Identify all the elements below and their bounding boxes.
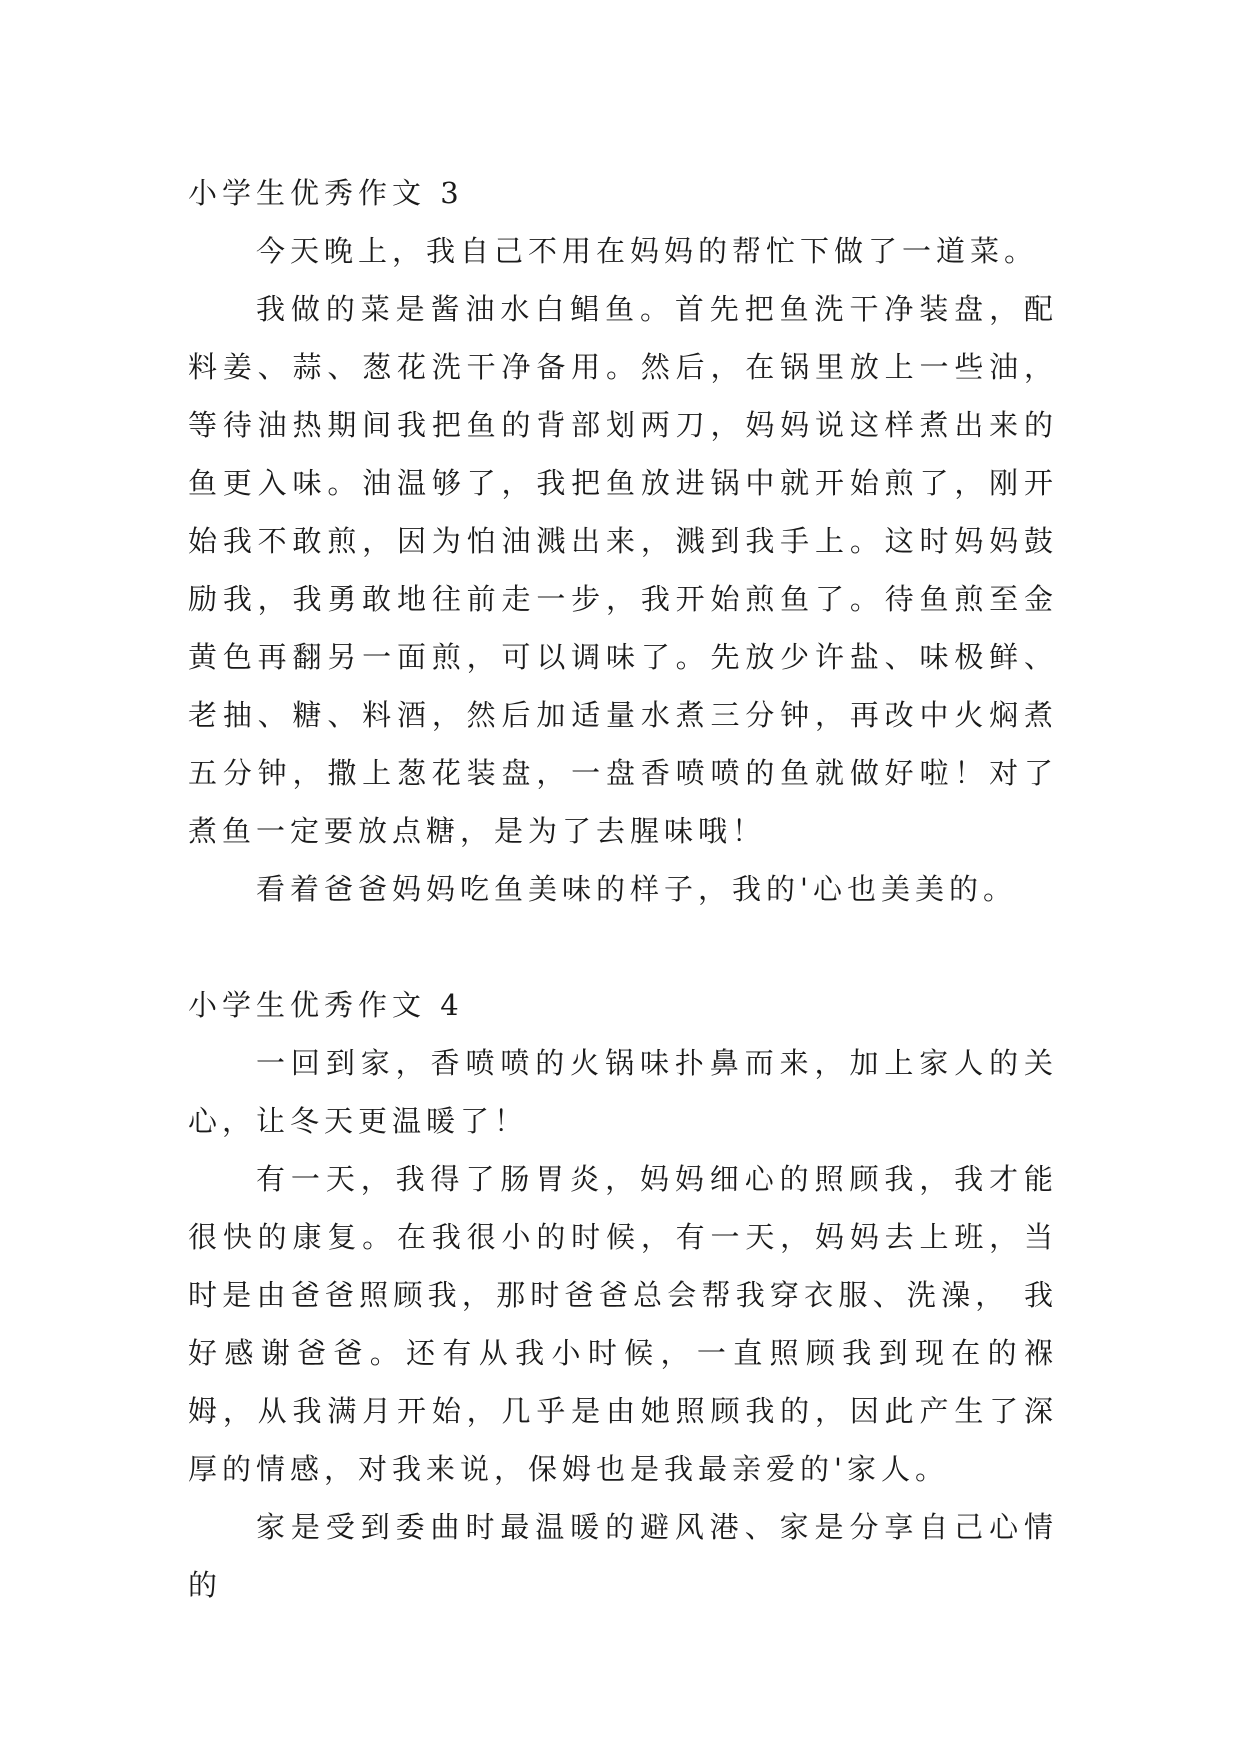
essay-paragraph: 今天晚上，我自己不用在妈妈的帮忙下做了一道菜。 <box>256 234 1039 268</box>
essay-title: 小学生优秀作文 3 <box>188 176 464 210</box>
essay-3 <box>188 164 1058 918</box>
essay-paragraph: 一回到家，香喷喷的火锅味扑鼻而来，加上家人的关心，让冬天更温暖了！ <box>188 1046 1058 1138</box>
essay-4 <box>188 976 1058 1614</box>
essay-paragraph: 有一天，我得了肠胃炎，妈妈细心的照顾我，我才能很快的康复。在我很小的时候，有一天，妈妈去上班，当时是由爸爸照顾我，那时爸爸总会帮我穿衣服、洗澡， 我好感谢爸爸。还有从我小时候，一直照顾我到现在的褓姆，从我满月开始，几乎是由她照顾我的，因此产生了深厚的情感，对我来说，保姆也是我最亲爱的'家人。 <box>188 1162 1058 1486</box>
essay-paragraph: 我做的菜是酱油水白鲳鱼。首先把鱼洗干净装盘，配料姜、蒜、葱花洗干净备用。然后，在锅里放上一些油，等待油热期间我把鱼的背部划两刀，妈妈说这样煮出来的鱼更入味。油温够了，我把鱼放进锅中就开始煎了，刚开始我不敢煎，因为怕油溅出来，溅到我手上。这时妈妈鼓励我，我勇敢地往前走一步，我开始煎鱼了。待鱼煎至金黄色再翻另一面煎，可以调味了。先放少许盐、味极鲜、老抽、糖、料酒，然后加适量水煮三分钟，再改中火焖煮五分钟，撒上葱花装盘，一盘香喷喷的鱼就做好啦！对了煮鱼一定要放点糖，是为了去腥味哦！ <box>188 292 1058 848</box>
essay-title: 小学生优秀作文 4 <box>188 988 464 1022</box>
essay-paragraph: 看着爸爸妈妈吃鱼美味的样子，我的'心也美美的。 <box>256 872 1017 906</box>
essay-paragraph: 家是受到委曲时最温暖的避风港、家是分享自己心情的 <box>188 1510 1058 1602</box>
